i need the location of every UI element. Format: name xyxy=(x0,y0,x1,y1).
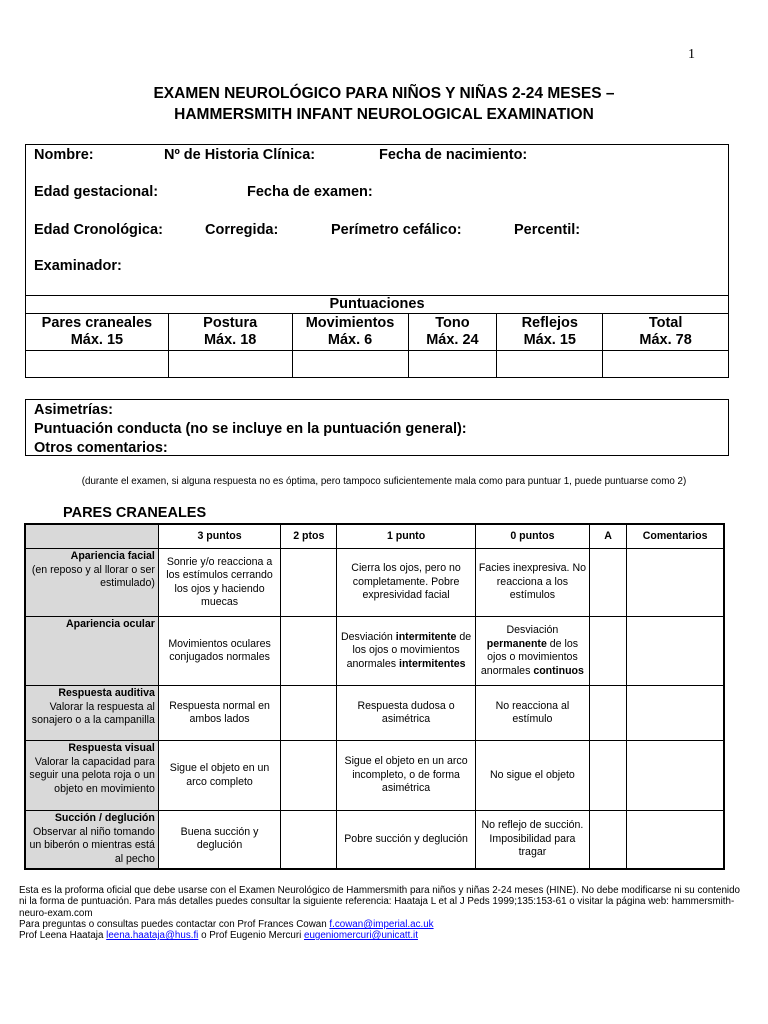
title-line-2: HAMMERSMITH INFANT NEUROLOGICAL EXAMINATION xyxy=(174,106,594,123)
email-mercuri-link[interactable]: eugeniomercuri@unicatt.it xyxy=(304,930,418,942)
row-header: Apariencia ocular xyxy=(25,617,158,686)
cell-3-puntos: Movimientos oculares conjugados normales xyxy=(158,617,280,686)
footer-reference: Esta es la proforma oficial que debe usarse con el Examen Neurológico de Hammersmith para niños y niñas 2-24 meses (HINE). No debe modificarse ni su contenido ni la forma de puntuación. Para más detalles puedes consultar la siguiente referencia: Haataja L et al J Peds 1999;135:153-61 o visitar la página web: hammersmith-neuro-exam.com xyxy=(19,885,740,919)
cell-comentarios[interactable] xyxy=(627,811,724,869)
score-col-tono: Tono Máx. 24 xyxy=(408,314,497,351)
cell-1-punto: Pobre succión y deglución xyxy=(337,811,475,869)
scores-table xyxy=(25,295,729,378)
score-col-total: Total Máx. 78 xyxy=(603,314,729,351)
cell-3-puntos: Buena succión y deglución xyxy=(158,811,280,869)
score-input-postura[interactable] xyxy=(168,351,292,378)
cell-3-puntos: Respuesta normal en ambos lados xyxy=(158,686,280,741)
historia-label: Nº de Historia Clínica: xyxy=(164,147,316,163)
header-0-puntos: 0 puntos xyxy=(475,524,589,549)
perimetro-label: Perímetro cefálico: xyxy=(331,222,462,238)
section-title: PARES CRANEALES xyxy=(63,505,207,521)
cranial-nerves-table xyxy=(24,523,725,870)
score-input-pares[interactable] xyxy=(26,351,169,378)
cell-0-puntos: No sigue el objeto xyxy=(475,741,589,811)
header-a: A xyxy=(590,524,627,549)
scores-heading: Puntuaciones xyxy=(26,296,729,314)
header-1-punto: 1 punto xyxy=(337,524,475,549)
footer-contact-line-2: Prof Leena Haataja leena.haataja@hus.fi o Prof Eugenio Mercuri eugeniomercuri@unicatt.it xyxy=(19,930,418,942)
table-row xyxy=(25,549,724,617)
table-row xyxy=(25,686,724,741)
conducta-label: Puntuación conducta (no se incluye en la puntuación general): xyxy=(34,421,467,437)
table-row xyxy=(25,617,724,686)
cell-a[interactable] xyxy=(590,549,627,617)
score-input-total[interactable] xyxy=(603,351,729,378)
examinador-label: Examinador: xyxy=(34,258,122,274)
cell-comentarios[interactable] xyxy=(627,617,724,686)
comentarios-label: Otros comentarios: xyxy=(34,440,168,456)
scoring-note: (durante el examen, si alguna respuesta no es óptima, pero tampoco suficientemente mala como para puntuar 1, puede puntuarse como 2) xyxy=(81,476,687,487)
cell-2-ptos[interactable] xyxy=(281,617,337,686)
cell-1-punto: Desviación intermitente de los ojos o movimientos anormales intermitentes xyxy=(337,617,475,686)
asimetrias-label: Asimetrías: xyxy=(34,402,113,418)
cell-1-punto: Sigue el objeto en un arco incompleto, o de forma asimétrica xyxy=(337,741,475,811)
cell-2-ptos[interactable] xyxy=(281,686,337,741)
cell-comentarios[interactable] xyxy=(627,741,724,811)
cell-comentarios[interactable] xyxy=(627,686,724,741)
email-haataja-link[interactable]: leena.haataja@hus.fi xyxy=(106,930,199,942)
row-header: Apariencia facial (en reposo y al llorar o ser estimulado) xyxy=(25,549,158,617)
cell-3-puntos: Sonrie y/o reacciona a los estímulos cerrando los ojos y haciendo muecas xyxy=(158,549,280,617)
cell-2-ptos[interactable] xyxy=(281,741,337,811)
page-number: 1 xyxy=(688,47,695,62)
cell-1-punto: Respuesta dudosa o asimétrica xyxy=(337,686,475,741)
edad-gestacional-label: Edad gestacional: xyxy=(34,184,159,200)
cell-comentarios[interactable] xyxy=(627,549,724,617)
cell-2-ptos[interactable] xyxy=(281,549,337,617)
nombre-label: Nombre: xyxy=(34,147,94,163)
patient-info-box xyxy=(25,144,729,296)
cell-a[interactable] xyxy=(590,686,627,741)
email-cowan-link[interactable]: f.cowan@imperial.ac.uk xyxy=(329,918,434,930)
cell-0-puntos: No reflejo de succión. Imposibilidad para tragar xyxy=(475,811,589,869)
score-col-reflejos: Reflejos Máx. 15 xyxy=(497,314,603,351)
score-col-movimientos: Movimientos Máx. 6 xyxy=(292,314,408,351)
score-col-postura: Postura Máx. 18 xyxy=(168,314,292,351)
percentil-label: Percentil: xyxy=(514,222,581,238)
row-header: Respuesta auditiva Valorar la respuesta al sonajero o a la campanilla xyxy=(25,686,158,741)
footer xyxy=(19,885,741,941)
title-line-1: EXAMEN NEUROLÓGICO PARA NIÑOS Y NIÑAS 2-24 MESES – xyxy=(153,85,615,102)
header-comentarios: Comentarios xyxy=(627,524,724,549)
score-col-pares: Pares craneales Máx. 15 xyxy=(26,314,169,351)
edad-cronologica-label: Edad Cronológica: xyxy=(34,222,163,238)
footer-contact-line: Para preguntas o consultas puedes contactar con Prof Frances Cowan f.cowan@imperial.ac.uk xyxy=(19,918,434,930)
cell-a[interactable] xyxy=(590,811,627,869)
cell-a[interactable] xyxy=(590,617,627,686)
score-input-tono[interactable] xyxy=(408,351,497,378)
asymmetries-box xyxy=(25,399,729,456)
header-3-puntos: 3 puntos xyxy=(158,524,280,549)
row-header: Respuesta visual Valorar la capacidad para seguir una pelota roja o un objeto en movimiento xyxy=(25,741,158,811)
score-input-reflejos[interactable] xyxy=(497,351,603,378)
cell-1-punto: Cierra los ojos, pero no completamente. Pobre expresividad facial xyxy=(337,549,475,617)
table-row xyxy=(25,741,724,811)
cell-a[interactable] xyxy=(590,741,627,811)
row-header: Succión / deglución Observar al niño tomando un biberón o mientras está al pecho xyxy=(25,811,158,869)
cell-0-puntos: Desviación permanente de los ojos o movimientos anormales continuos xyxy=(475,617,589,686)
cell-0-puntos: Facies inexpresiva. No reacciona a los estímulos xyxy=(475,549,589,617)
corner-cell xyxy=(25,524,158,549)
cell-0-puntos: No reacciona al estímulo xyxy=(475,686,589,741)
table-row xyxy=(25,811,724,869)
cell-3-puntos: Sigue el objeto en un arco completo xyxy=(158,741,280,811)
cell-2-ptos[interactable] xyxy=(281,811,337,869)
nacimiento-label: Fecha de nacimiento: xyxy=(379,147,528,163)
score-input-movimientos[interactable] xyxy=(292,351,408,378)
header-2-ptos: 2 ptos xyxy=(281,524,337,549)
fecha-examen-label: Fecha de examen: xyxy=(247,184,373,200)
corregida-label: Corregida: xyxy=(205,222,279,238)
